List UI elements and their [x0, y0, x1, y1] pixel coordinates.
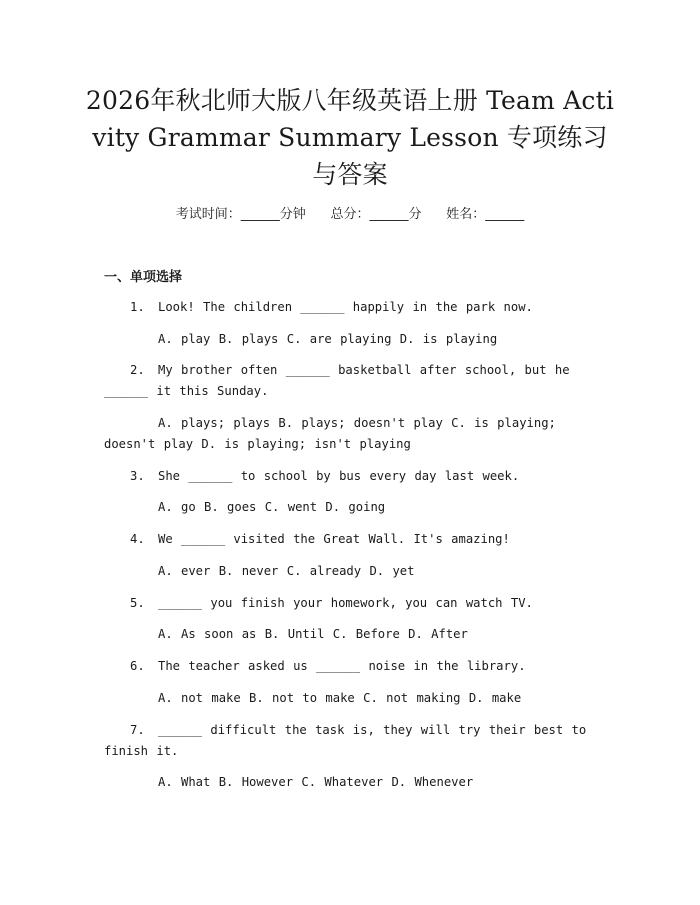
- question-3-options: A. go B. goes C. went D. going: [158, 500, 386, 514]
- question-6-text: The teacher asked us ______ noise in the library.: [158, 659, 526, 673]
- question-5-text: ______ you finish your homework, you can watch TV.: [158, 596, 533, 610]
- question-6-number: 6.: [130, 659, 145, 673]
- question-4-text: We ______ visited the Great Wall. It's amazing!: [158, 532, 510, 546]
- question-2-stem: [104, 360, 598, 402]
- question-7-number: 7.: [130, 723, 145, 737]
- section-title: 一、单项选择: [104, 270, 183, 285]
- question-2-number: 2.: [130, 363, 145, 377]
- question-4-number: 4.: [130, 532, 145, 546]
- question-1-number: 1.: [130, 300, 145, 314]
- document-title: 2026年秋北师大版八年级英语上册 Team Activity Grammar Summary Lesson 专项练习与答案: [85, 86, 615, 189]
- question-3-stem: [104, 466, 598, 487]
- question-1-text: Look! The children ______ happily in the park now.: [158, 300, 533, 314]
- question-7-options: A. What B. However C. Whatever D. Whenever: [158, 775, 474, 789]
- question-3-number: 3.: [130, 469, 145, 483]
- question-6-options: A. not make B. not to make C. not making D. make: [158, 691, 522, 705]
- question-7-stem: [104, 720, 598, 762]
- question-1-stem: [104, 297, 598, 318]
- exam-meta-line: 考试时间：______分钟 总分：______分 姓名：______: [175, 207, 525, 222]
- question-5-number: 5.: [130, 596, 145, 610]
- question-2-text: My brother often ______ basketball after school, but he ______ it this Sunday.: [104, 363, 570, 398]
- question-5-stem: [104, 593, 598, 614]
- question-5-options: A. As soon as B. Until C. Before D. After: [158, 627, 468, 641]
- question-1-options: A. play B. plays C. are playing D. is playing: [158, 332, 498, 346]
- question-4-stem: [104, 529, 598, 550]
- question-2-options: A. plays; plays B. plays; doesn't play C. is playing; doesn't play D. is playing; isn't playing: [104, 416, 556, 451]
- question-4-options: A. ever B. never C. already D. yet: [158, 564, 415, 578]
- question-7-text: ______ difficult the task is, they will try their best to finish it.: [104, 723, 587, 758]
- question-6-stem: [104, 656, 598, 677]
- question-3-text: She ______ to school by bus every day last week.: [158, 469, 520, 483]
